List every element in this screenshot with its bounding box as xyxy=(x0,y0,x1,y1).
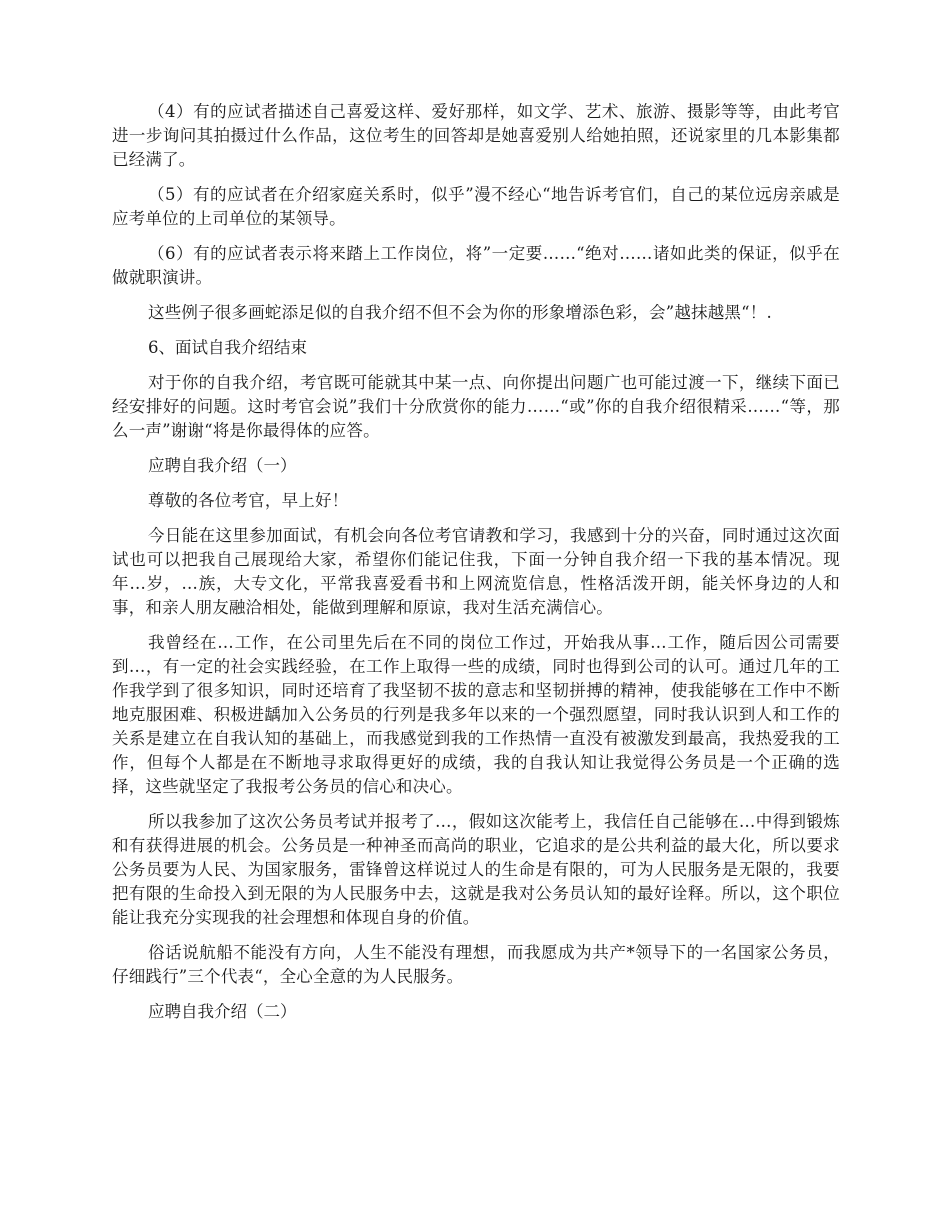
paragraph-introduction: 今日能在这里参加面试，有机会向各位考官请教和学习，我感到十分的兴奋，同时通过这次面试也可以把我自己展现给大家，希望你们能记住我，下面一分钟自我介绍一下我的基本情况。现年…岁，…族，大专文化，平常我喜爱看书和上网流览信息，性格活泼开朗，能关怀身边的人和事，和亲人朋友融洽相处，能做到理解和原谅，我对生活充满信心。 xyxy=(112,526,840,617)
paragraph-item-6: （6）有的应试者表示将来踏上工作岗位，将”一定要……“绝对……诸如此类的保证，似乎在做就职演讲。 xyxy=(112,244,840,287)
section-heading-sample-two: 应聘自我介绍（二） xyxy=(148,1002,297,1021)
paragraph-greeting: 尊敬的各位考官，早上好！ xyxy=(148,491,349,510)
paragraph-closing: 俗话说航船不能没有方向，人生不能没有理想，而我愿成为共产*领导下的一名国家公务员，仔细践行”三个代表“，全心全意的为人民服务。 xyxy=(112,943,840,986)
section-heading-sample-one: 应聘自我介绍（一） xyxy=(148,456,297,475)
section-heading-interview-end: 6、面试自我介绍结束 xyxy=(148,338,307,357)
paragraph-item-4: （4）有的应试者描述自己喜爱这样、爱好那样，如文学、艺术、旅游、摄影等等，由此考官进一步询问其拍摄过什么作品，这位考生的回答却是她喜爱别人给她拍照，还说家里的几本影集都已经满了。 xyxy=(112,102,840,169)
paragraph-examples-summary: 这些例子很多画蛇添足似的自我介绍不但不会为你的形象增添色彩，会”越抹越黑“！. xyxy=(148,303,772,322)
paragraph-item-5: （5）有的应试者在介绍家庭关系时，似乎”漫不经心“地告诉考官们，自己的某位远房亲戚是应考单位的上司单位的某领导。 xyxy=(112,185,840,228)
paragraph-interview-end: 对于你的自我介绍，考官既可能就其中某一点、向你提出问题广也可能过渡一下，继续下面已经安排好的问题。这时考官会说”我们十分欣赏你的能力……“或”你的自我介绍很精采……“等，那么一声”谢谢“将是你最得体的应答。 xyxy=(112,373,840,440)
paragraph-work-experience: 我曾经在…工作，在公司里先后在不同的岗位工作过，开始我从事…工作，随后因公司需要到…，有一定的社会实践经验，在工作上取得一些的成绩，同时也得到公司的认可。通过几年的工作我学到了很多知识，同时还培育了我坚韧不拔的意志和坚韧拼搏的精神，使我能够在工作中不断地克服困难、积极进龋加入公务员的行列是我多年以来的一个强烈愿望，同时我认识到人和工作的关系是建立在自我认知的基础上，而我感觉到我的工作热情一直没有被激发到最高，我热爱我的工作，但每个人都是在不断地寻求取得更好的成绩，我的自我认知让我觉得公务员是一个正确的选择，这些就坚定了我报考公务员的信心和决心。 xyxy=(112,633,840,796)
paragraph-motivation: 所以我参加了这次公务员考试并报考了…，假如这次能考上，我信任自己能够在…中得到锻炼和有获得进展的机会。公务员是一种神圣而高尚的职业，它追求的是公共利益的最大化，所以要求公务员要为人民、为国家服务，雷锋曾这样说过人的生命是有限的，可为人民服务是无限的，我要把有限的生命投入到无限的为人民服务中去，这就是我对公务员认知的最好诠释。所以，这个职位能让我充分实现我的社会理想和体现自身的价值。 xyxy=(112,812,840,927)
document-page xyxy=(112,100,840,1035)
